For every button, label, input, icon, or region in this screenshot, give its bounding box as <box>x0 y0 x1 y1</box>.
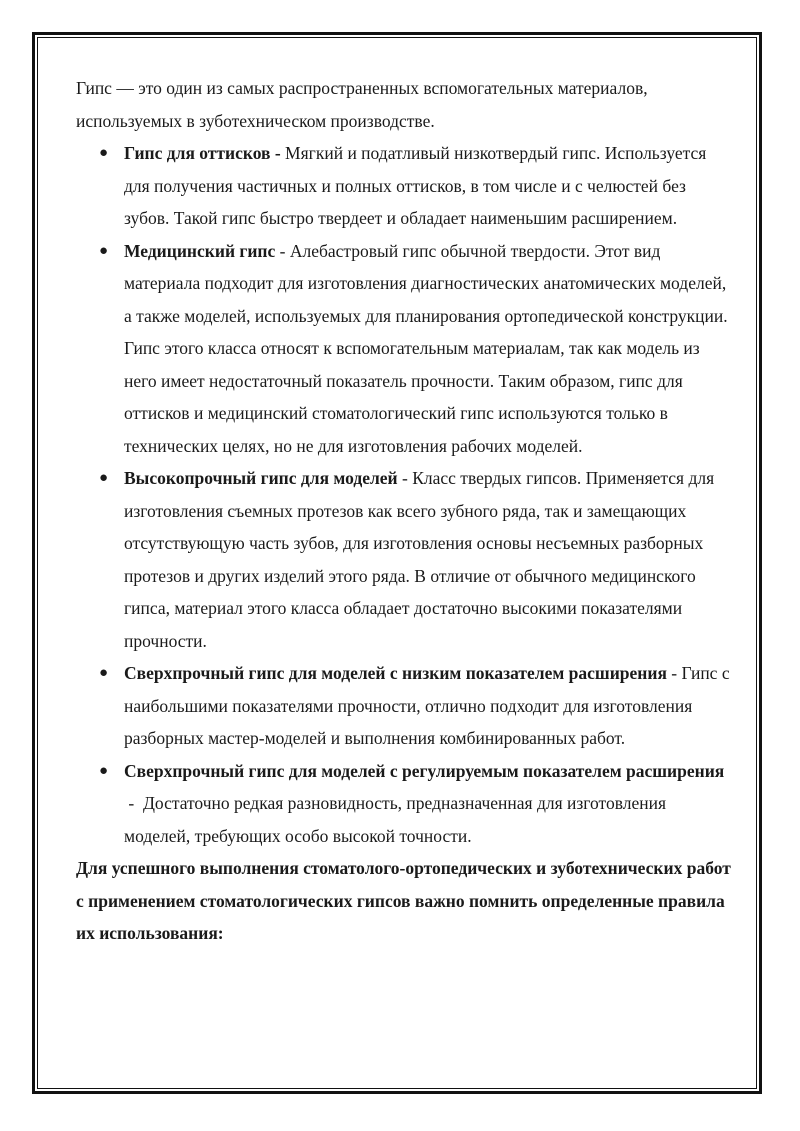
list-item <box>99 462 732 657</box>
bullet-icon: ● <box>99 242 109 259</box>
item-separator: - <box>666 663 682 683</box>
item-term: Высокопрочный гипс для моделей <box>124 468 398 488</box>
item-term: Медицинский гипс <box>124 240 276 261</box>
item-separator: - <box>275 240 290 261</box>
item-separator: - <box>270 143 286 163</box>
item-description: Алебастровый гипс обычной твердости. Этот вид материала подходит для изготовления диагностических анатомических моделей, а также моделей, используемых для планирования ортопедической конструкции. Гипс этого класса относят к вспомогательным материалам, так как модель из него имеет недостаточный показатель прочности. Таким образом, гипс для оттисков и медицинский стоматологический гипс используются только в технических целях, но не для изготовления рабочих моделей. <box>124 240 728 456</box>
bullet-icon: ● <box>99 665 109 681</box>
list-item <box>99 235 732 463</box>
list-item <box>99 137 732 235</box>
item-term: Сверхпрочный гипс для моделей с низким показателем расширения <box>124 663 667 683</box>
list-item <box>99 755 732 853</box>
item-separator: - <box>397 468 413 488</box>
item-term: Сверхпрочный гипс для моделей с регулируемым показателем расширения <box>124 760 725 781</box>
bullet-icon: ● <box>99 470 109 486</box>
bullet-icon: ● <box>99 762 109 779</box>
item-description: Класс твердых гипсов. Применяется для изготовления съемных протезов как всего зубного ряда, так и замещающих отсутствующую часть зубов, для изготовления основы несъемных разборных протезов и других изделий этого ряда. В отличие от обычного медицинского гипса, материал этого класса обладает достаточно высокими показателями прочности. <box>124 468 715 651</box>
closing-paragraph: Для успешного выполнения стоматолого-ортопедических и зуботехнических работ с применением стоматологических гипсов важно помнить определенные правила их использования: <box>76 858 731 943</box>
item-description: Достаточно редкая разновидность, предназначенная для изготовления моделей, требующих особо высокой точности. <box>124 793 667 846</box>
bullet-icon: ● <box>99 145 109 161</box>
item-separator: - <box>124 793 143 813</box>
item-description: Гипс с наибольшими показателями прочности, отлично подходит для изготовления разборных мастер-моделей и выполнения комбинированных работ. <box>124 663 730 748</box>
intro-paragraph: Гипс — это один из самых распространенных вспомогательных материалов, используемых в зуботехническом производстве. <box>76 78 648 131</box>
list-item <box>99 657 732 755</box>
gypsum-types-list <box>76 137 732 852</box>
item-term: Гипс для оттисков <box>124 143 271 163</box>
document-body <box>76 72 732 950</box>
item-description: Мягкий и податливый низкотвердый гипс. Используется для получения частичных и полных оттисков, в том числе и с челюстей без зубов. Такой гипс быстро твердеет и обладает наименьшим расширением. <box>124 143 707 228</box>
